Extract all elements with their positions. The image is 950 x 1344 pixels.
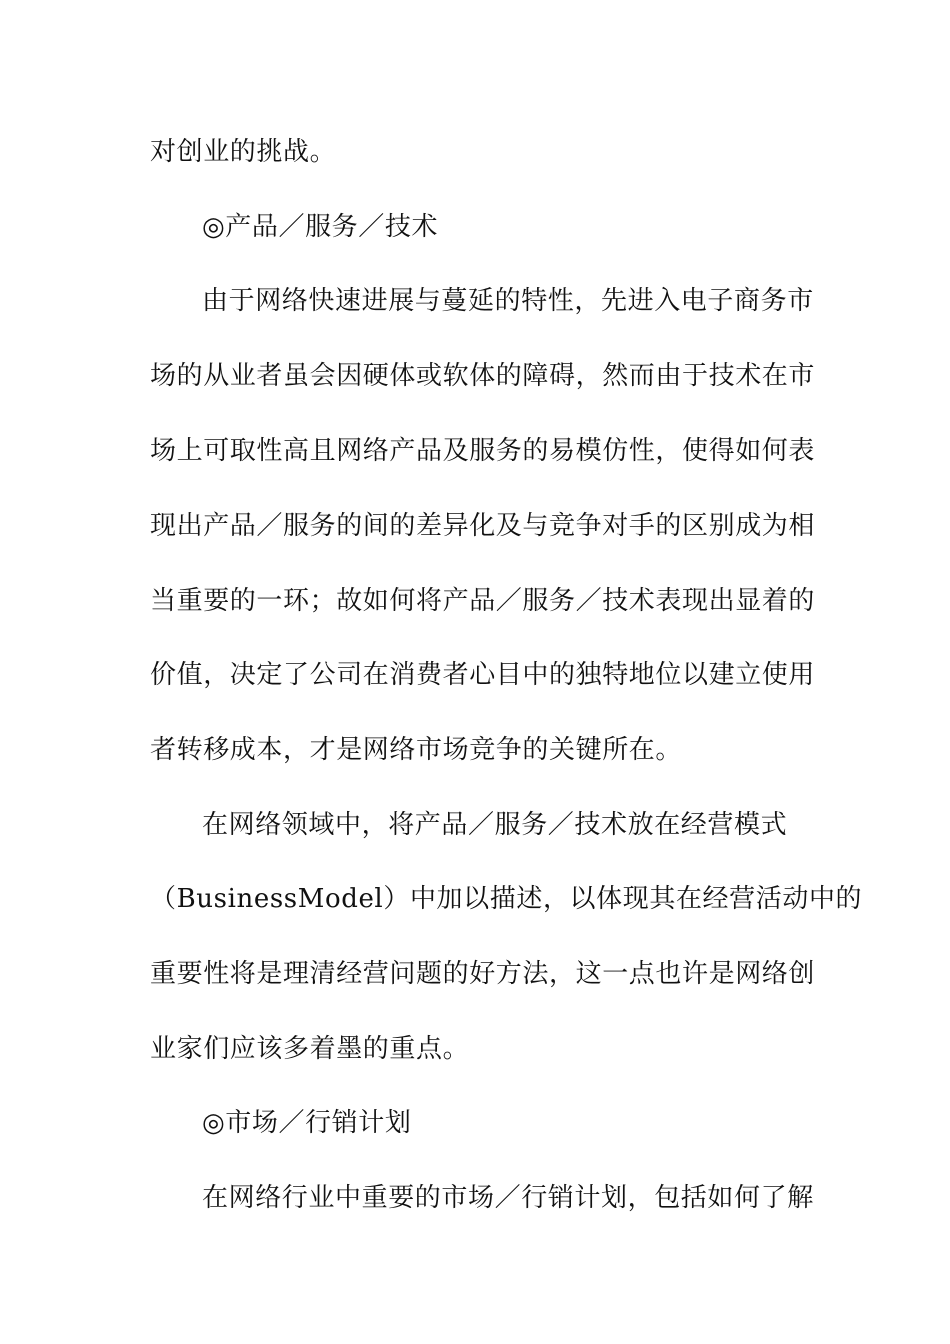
section-heading-product-service-tech: ◎产品／服务／技术	[202, 212, 439, 242]
text-line-1: 对创业的挑战。	[150, 137, 337, 167]
text-line-15: 在网络行业中重要的市场／行销计划，包括如何了解	[202, 1183, 814, 1213]
text-line-6: 现出产品／服务的间的差异化及与竞争对手的区别成为相	[150, 511, 816, 541]
text-line-10: 在网络领域中，将产品／服务／技术放在经营模式	[202, 810, 788, 840]
text-line-9: 者转移成本，才是网络市场竞争的关键所在。	[150, 735, 683, 765]
text-line-5: 场上可取性高且网络产品及服务的易模仿性，使得如何表	[150, 436, 816, 466]
text-line-7: 当重要的一环；故如何将产品／服务／技术表现出显着的	[150, 586, 816, 616]
text-line-11: （BusinessModel）中加以描述，以体现其在经营活动中的	[150, 884, 863, 914]
section-heading-market-marketing-plan: ◎市场／行销计划	[202, 1108, 412, 1138]
text-line-8: 价值，决定了公司在消费者心目中的独特地位以建立使用	[150, 660, 816, 690]
text-line-4: 场的从业者虽会因硬体或软体的障碍，然而由于技术在市	[150, 361, 816, 391]
text-line-12: 重要性将是理清经营问题的好方法，这一点也许是网络创	[150, 959, 816, 989]
text-line-3: 由于网络快速进展与蔓延的特性，先进入电子商务市	[202, 286, 814, 316]
text-line-13: 业家们应该多着墨的重点。	[150, 1034, 470, 1064]
